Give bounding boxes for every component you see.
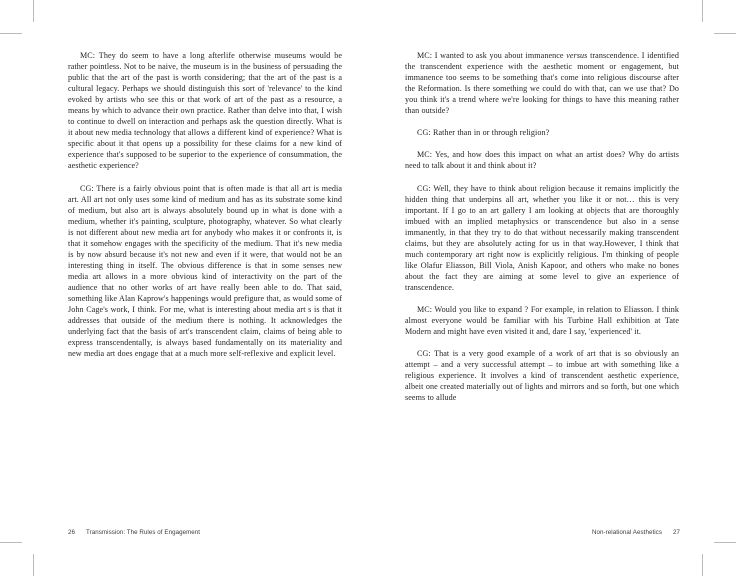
left-page-footer bbox=[68, 529, 200, 536]
paragraph: CG: There is a fairly obvious point that is often made is that all art is media art. All art not only uses some kind of medium and has as its substrate some kind of medium, but also art is always absolutely bound up in what is done with a medium, whether it's painting, sculpture, photography, whatever. So what clearly is not different about new media art for anybody who makes it or confronts it, is that it somehow engages with the specificity of the medium. That it's new media is by now absurd because it's not new and even if it were, that would not be an interesting thing in itself. The obvious difference is that in some senses new media art allows in a more obvious kind of interactivity on the part of the audience that no other works of art have really been able to do. That said, something like Alan Kaprow's happenings would prefigure that, as would some of John Cage's work, I think. For me, what is interesting about media art s is that it addresses that outside of the medium there is nothing. It acknowledges the underlying fact that the basis of art's transcendent claim, claims of being able to express transcendentally, is always based fundamentally on its materiality and new media art does engage that at a much more self-reflexive and explicit level. bbox=[68, 183, 342, 359]
folio-number: 27 bbox=[672, 529, 680, 536]
paragraph: MC: Yes, and how does this impact on what an artist does? Why do artists need to talk about it and think about it? bbox=[405, 150, 679, 171]
paragraph: MC: They do seem to have a long afterlife otherwise museums would be rather pointless. Not to be naive, the museum is in the business of persuading the public that the art of the past is worth considering; that the art of the past is a cultural legacy. Perhaps we should distinguish this sort of 'relevance' to the kind evoked by artists who see this or that work of art of the past as a resource, a means by which to advance their own practice. Rather than delve into that, I wish to continue to dwell on interaction and perhaps ask the question directly. What is it about new media technology that allows a different kind of experience? What is specific about it that opens up a possibility for these claims for a new kind of experience that's supposed to be superior to the experience of consummation, the aesthetic experience? bbox=[68, 51, 342, 171]
paragraph: CG: Well, they have to think about religion because it remains implicitly the hidden thing that underpins all art, whether you like it or not… this is very important. If I go to an art gallery I am looking at objects that are thoroughly imbued with an implied metaphysics or transcendence but also in a sense immanently, in that they try to do that without necessarily making transcendent claims, but they are absolutely acting for us in that way.However, I think that much contemporary art right now is explicitly religious. I'm thinking of people like Olafur Eliasson, Bill Viola, Anish Kapoor, and others who make no bones about the fact they are aiming at some level to give an experience of transcendence. bbox=[405, 183, 679, 292]
running-head: Transmission: The Rules of Engagement bbox=[86, 529, 201, 536]
left-page-column bbox=[68, 50, 342, 404]
text-columns bbox=[68, 50, 680, 404]
folio-number: 26 bbox=[68, 529, 76, 536]
paragraph: MC: I wanted to ask you about immanence versus transcendence. I identified the transcendent experience with the aesthetic moment or engagement, but immanence too seems to be something that's come into religious discourse after the Reformation. Is there something we could do with that, can we use that? Do you think it's a trend where we're looking for things to have this meaning rather than outside? bbox=[405, 51, 679, 116]
right-page-footer bbox=[592, 529, 680, 536]
paragraph: CG: That is a very good example of a work of art that is so obviously an attempt – and a very successful attempt – to imbue art with something like a religious experience. It involves a kind of transcendent aesthetic experience, albeit one created materially out of lights and mirrors and so forth, but one which seems to allude bbox=[405, 349, 679, 403]
right-page-column bbox=[405, 50, 679, 404]
running-head: Non-relational Aesthetics bbox=[591, 529, 662, 536]
paragraph: MC: Would you like to expand ? For example, in relation to Eliasson. I think almost everyone would be familiar with his Turbine Hall exhibition at Tate Modern and might have even visited it and, dare I say, 'experienced' it. bbox=[405, 305, 679, 337]
paragraph: CG: Rather than in or through religion? bbox=[417, 128, 550, 138]
